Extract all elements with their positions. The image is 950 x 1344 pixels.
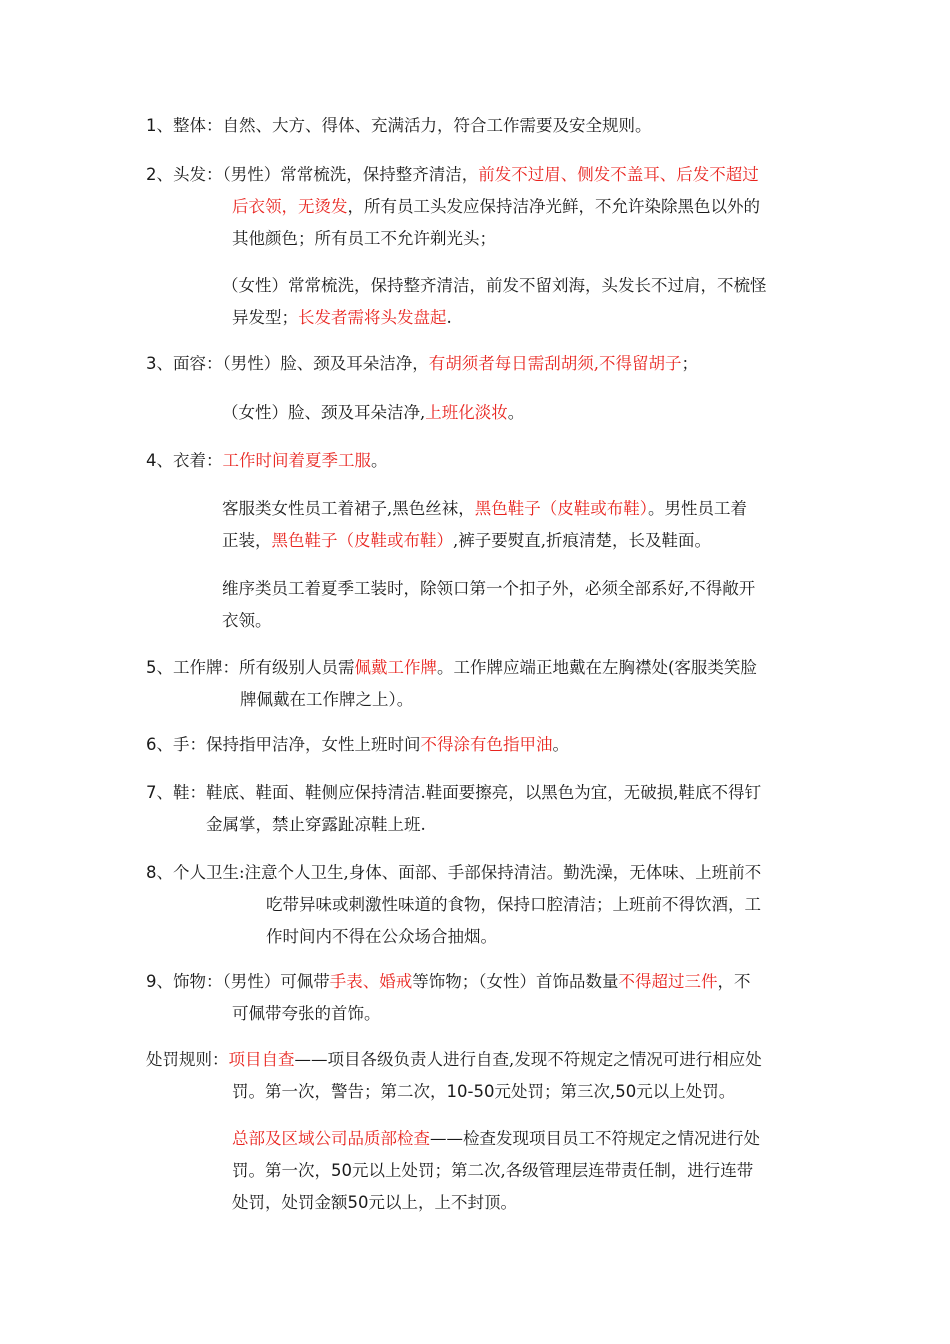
- item-hair-male: [146, 159, 760, 255]
- body-text: （女性）常常梳洗，保持整齐清洁，前发不留刘海，头发长不过肩，不梳怪: [222, 276, 767, 295]
- body-text: 其他颜色；所有员工不允许剃光头；: [232, 229, 496, 248]
- item-clothing: [146, 445, 388, 477]
- highlight-text: 前发不过眉、侧发不盖耳、后发不超过: [478, 165, 759, 184]
- body-text: 作时间内不得在公众场合抽烟。: [266, 927, 497, 946]
- item-hands: [146, 729, 569, 761]
- item-penalty-self: [146, 1044, 762, 1108]
- text-line: [146, 348, 698, 380]
- highlight-text: 长发者需将头发盘起: [298, 308, 447, 327]
- text-line: [146, 110, 652, 142]
- highlight-text: 佩戴工作牌: [354, 658, 437, 677]
- highlight-text: 有胡须者每日需刮胡须,不得留胡子: [428, 354, 682, 373]
- body-text: 处罚规则：: [146, 1050, 229, 1069]
- body-text: 3、: [146, 354, 173, 373]
- body-text: 8、: [146, 863, 173, 882]
- body-text: 手：保持指甲洁净，女性上班时间: [173, 735, 421, 754]
- text-line: [232, 1123, 760, 1155]
- highlight-text: 黑色鞋子（皮鞋或布鞋）: [474, 499, 648, 518]
- item-face-male: [146, 348, 698, 380]
- body-text: ，不: [717, 972, 751, 991]
- body-text: 元处罚；第三次,: [494, 1082, 616, 1101]
- body-text: 。工作牌应端正地戴在左胸襟处(客服类笑脸: [437, 658, 757, 677]
- item-penalty-hq: [232, 1123, 760, 1219]
- body-text: 正装，: [222, 531, 272, 550]
- body-text: 7、: [146, 783, 173, 802]
- item-hygiene: [146, 857, 761, 953]
- body-text: 9、: [146, 972, 173, 991]
- text-line: [146, 998, 751, 1030]
- text-line: [222, 397, 524, 429]
- highlight-text: 不得超过三件: [618, 972, 718, 991]
- body-text: 5、: [146, 658, 173, 677]
- body-text: 6、: [146, 735, 173, 754]
- item-hair-female: [222, 270, 767, 334]
- text-line: [146, 159, 760, 191]
- text-line: [146, 652, 757, 684]
- item-overall: [146, 110, 652, 142]
- body-text: 50: [347, 1193, 369, 1212]
- body-text: ,裤子要熨直,折痕清楚，长及鞋面。: [453, 531, 711, 550]
- text-line: [146, 223, 760, 255]
- item-badge: [146, 652, 757, 716]
- highlight-text: 项目自查: [228, 1050, 295, 1069]
- body-text: ——项目各级负责人进行自查,发现不符规定之情况可进行相应处: [294, 1050, 762, 1069]
- body-text: 头发：（男性）常常梳洗，保持整齐清洁，: [173, 165, 479, 184]
- text-line: [146, 729, 569, 761]
- item-shoes: [146, 777, 761, 841]
- text-line: [146, 809, 761, 841]
- text-line: [222, 605, 755, 637]
- body-text: ；: [681, 354, 698, 373]
- highlight-text: 黑色鞋子（皮鞋或布鞋）: [271, 531, 453, 550]
- text-line: [146, 1044, 762, 1076]
- body-text: 罚。第一次，警告；第二次，: [232, 1082, 447, 1101]
- body-text: 。: [552, 735, 569, 754]
- body-text: 元以上，上不封顶。: [368, 1193, 517, 1212]
- text-line: [146, 684, 757, 716]
- text-line: [146, 889, 761, 921]
- body-text: 。男性员工着: [648, 499, 747, 518]
- item-clothing-maintenance: [222, 573, 755, 637]
- text-line: [146, 857, 761, 889]
- body-text: 个人卫生:注意个人卫生,身体、面部、手部保持清洁。勤洗澡，无体味、上班前不: [173, 863, 762, 882]
- body-text: 衣领。: [222, 611, 272, 630]
- body-text: 吃带异味或刺激性味道的食物，保持口腔清洁；上班前不得饮酒，工: [266, 895, 761, 914]
- item-accessories: [146, 966, 751, 1030]
- text-line: [146, 445, 388, 477]
- body-text: 饰物：（男性）可佩带: [173, 972, 330, 991]
- body-text: 可佩带夸张的首饰。: [232, 1004, 381, 1023]
- text-line: [146, 1076, 762, 1108]
- item-clothing-service: [222, 493, 747, 557]
- body-text: 工作牌：所有级别人员需: [173, 658, 355, 677]
- text-line: [222, 270, 767, 302]
- body-text: 整体：自然、大方、得体、充满活力，符合工作需要及安全规则。: [173, 116, 652, 135]
- item-face-female: [222, 397, 524, 429]
- text-line: [232, 1187, 760, 1219]
- body-text: ，所有员工头发应保持洁净光鲜，不允许染除黑色以外的: [347, 197, 760, 216]
- body-text: ——检查发现项目员工不符规定之情况进行处: [430, 1129, 760, 1148]
- body-text: 客服类女性员工着裙子,黑色丝袜，: [222, 499, 475, 518]
- body-text: 1、: [146, 116, 173, 135]
- body-text: 4、: [146, 451, 173, 470]
- body-text: 10-50: [446, 1082, 495, 1101]
- body-text: 等饰物；（女性）首饰品数量: [412, 972, 619, 991]
- highlight-text: 总部及区域公司品质部检查: [232, 1129, 430, 1148]
- highlight-text: 手表、婚戒: [329, 972, 413, 991]
- body-text: 50: [331, 1161, 352, 1180]
- text-line: [146, 777, 761, 809]
- body-text: （女性）脸、颈及耳朵洁净,: [222, 403, 426, 422]
- body-text: 衣着：: [173, 451, 223, 470]
- body-text: 金属掌，禁止穿露趾凉鞋上班.: [206, 815, 426, 834]
- text-line: [146, 191, 760, 223]
- body-text: 维序类员工着夏季工装时，除领口第一个扣子外，必须全部系好,不得敞开: [222, 579, 756, 598]
- text-line: [146, 966, 751, 998]
- body-text: 元以上处罚。: [636, 1082, 736, 1101]
- text-line: [232, 1155, 760, 1187]
- text-line: [222, 525, 747, 557]
- body-text: 处罚，处罚金额: [232, 1193, 348, 1212]
- body-text: 元以上处罚；第二次,各级管理层连带责任制，进行连带: [352, 1161, 754, 1180]
- body-text: .: [446, 308, 452, 327]
- body-text: 鞋：鞋底、鞋面、鞋侧应保持清洁.鞋面要擦亮，以黑色为宜，无破损,鞋底不得钉: [173, 783, 761, 802]
- highlight-text: 后衣领，无烫发: [232, 197, 348, 216]
- text-line: [222, 493, 747, 525]
- body-text: 。: [507, 403, 525, 422]
- text-line: [222, 573, 755, 605]
- highlight-text: 上班化淡妆: [425, 403, 508, 422]
- body-text: 面容：（男性）脸、颈及耳朵洁净，: [173, 354, 429, 373]
- highlight-text: 不得涂有色指甲油: [420, 735, 553, 754]
- text-line: [146, 921, 761, 953]
- body-text: 异发型；: [232, 308, 298, 327]
- body-text: 牌佩戴在工作牌之上）。: [240, 690, 414, 709]
- text-line: [222, 302, 767, 334]
- body-text: 50: [615, 1082, 637, 1101]
- body-text: 。: [371, 451, 388, 470]
- highlight-text: 工作时间着夏季工服: [222, 451, 371, 470]
- body-text: 罚。第一次，: [232, 1161, 331, 1180]
- body-text: 2、: [146, 165, 173, 184]
